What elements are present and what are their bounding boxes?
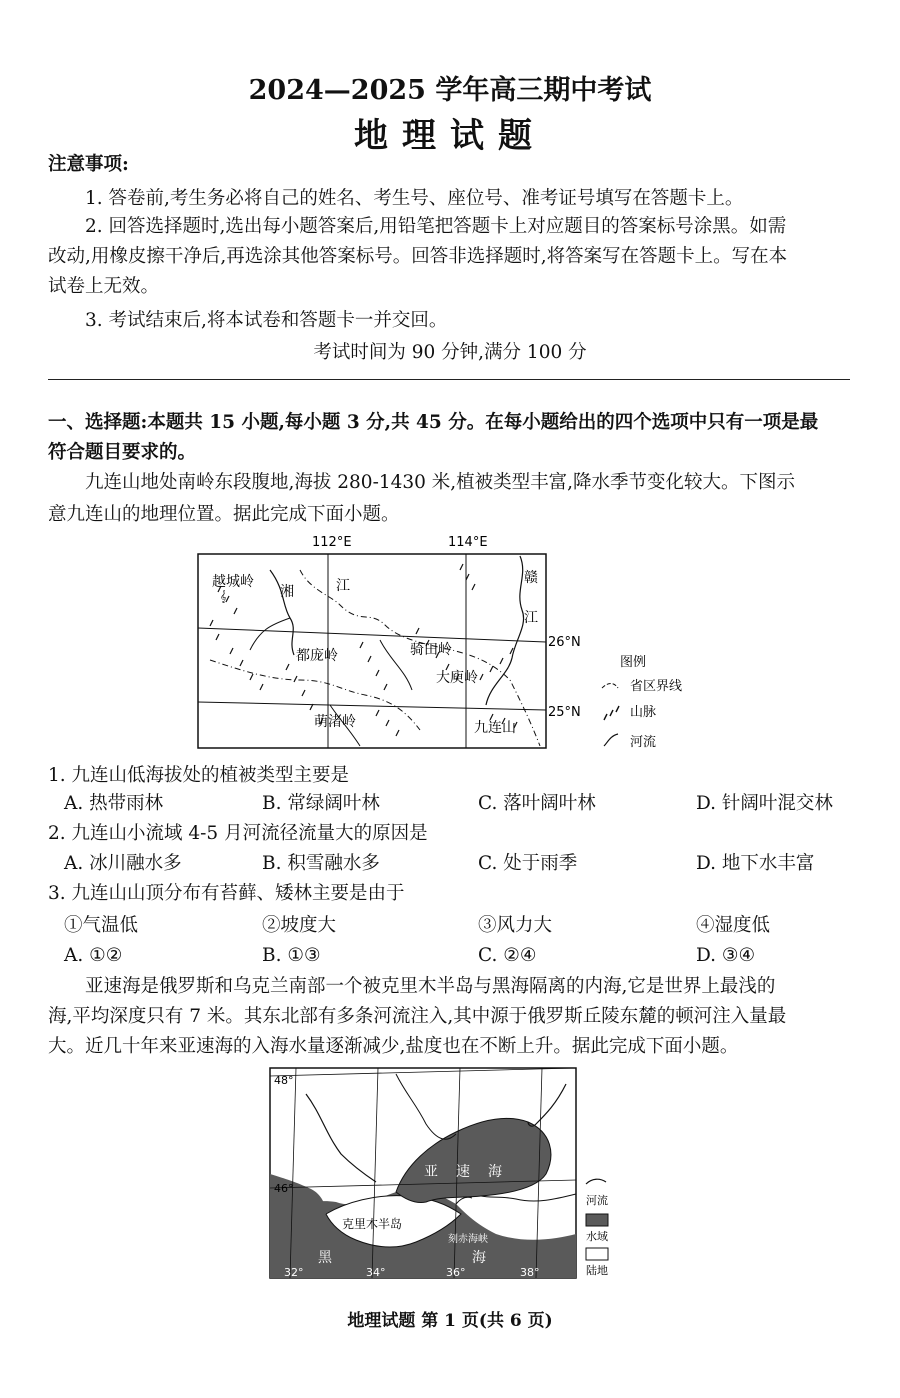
notice-heading: 注意事项: [48, 154, 129, 175]
label-jiang-1: 江 [336, 578, 350, 594]
legend2-water: 水域 [586, 1230, 608, 1243]
azov-sea-map [266, 1064, 626, 1284]
q3-item-3: ③风力大 [478, 915, 553, 936]
q3-option-d[interactable]: D. ③④ [696, 945, 756, 966]
svg-text:𝄞: 𝄞 [220, 590, 227, 603]
q1-option-d[interactable]: D. 针阔叶混交林 [696, 793, 833, 814]
legend-title: 图例 [620, 655, 647, 670]
notice-item-2-end: 试卷上无效。 [48, 276, 160, 297]
label-jiang-2: 江 [524, 610, 538, 626]
legend2-river-swatch [586, 1179, 606, 1184]
passage-1-line-1: 九连山地处南岭东段腹地,海拔 280-1430 米,植被类型丰富,降水季节变化较大。下图示 [85, 472, 796, 493]
q2-option-c[interactable]: C. 处于雨季 [478, 853, 578, 874]
exam-time: 考试时间为 90 分钟,满分 100 分 [313, 342, 587, 363]
legend-mountain: 山脉 [630, 705, 657, 720]
q1-option-a[interactable]: A. 热带雨林 [64, 793, 164, 814]
lon-label-114: 114°E [448, 535, 488, 550]
jiulianshan-location-map [190, 530, 710, 754]
label-gan: 赣 [524, 570, 538, 586]
q2-option-d[interactable]: D. 地下水丰富 [696, 853, 815, 874]
q2-option-a[interactable]: A. 冰川融水多 [64, 853, 182, 874]
label-crimea: 克里木半岛 [342, 1217, 403, 1231]
subject-title: 地理试题 [354, 116, 546, 156]
passage-2-line-2: 海,平均深度只有 7 米。其东北部有多条河流注入,其中源于俄罗斯丘陵东麓的顿河注入量最 [48, 1006, 787, 1027]
label-dayuling: 大庾岭 [436, 670, 478, 686]
label-yuechengling: 越城岭 [212, 574, 254, 590]
passage-2-line-1: 亚速海是俄罗斯和乌克兰南部一个被克里木半岛与黑海隔离的内海,它是世界上最浅的 [85, 976, 776, 997]
q1-option-c[interactable]: C. 落叶阔叶林 [478, 793, 596, 814]
legend-river: 河流 [630, 735, 657, 750]
section-heading-cont: 符合题目要求的。 [48, 442, 197, 463]
legend2-river: 河流 [586, 1194, 608, 1207]
question-1-stem: 1. 九连山低海拔处的植被类型主要是 [48, 765, 350, 786]
label-su: 速 [456, 1164, 470, 1180]
q3-item-2: ②坡度大 [262, 915, 337, 936]
section-heading: 一、选择题:本题共 15 小题,每小题 3 分,共 45 分。在每小题给出的四个选项中只有一项是最 [48, 412, 819, 433]
question-2-stem: 2. 九连山小流域 4-5 月河流径流量大的原因是 [48, 823, 428, 844]
lat-48: 48° [274, 1074, 294, 1087]
label-xiang: 湘 [280, 584, 294, 600]
label-qitianling: 骑田岭 [410, 642, 452, 658]
notice-item-3: 3. 考试结束后,将本试卷和答题卡一并交回。 [85, 310, 448, 331]
label-hai: 海 [488, 1164, 502, 1180]
q3-option-c[interactable]: C. ②④ [478, 945, 537, 966]
label-dupangling: 都庞岭 [296, 648, 338, 664]
q1-option-b[interactable]: B. 常绿阔叶林 [262, 793, 380, 814]
label-hei: 黑 [318, 1250, 332, 1266]
legend-river-swatch [604, 734, 618, 746]
question-3-stem: 3. 九连山山顶分布有苔藓、矮林主要是由于 [48, 883, 405, 904]
legend-boundary: 省区界线 [630, 679, 683, 694]
divider [48, 379, 850, 380]
legend-boundary-swatch [602, 684, 618, 689]
legend-mountain-swatch [604, 706, 619, 720]
notice-item-2-cont: 改动,用橡皮擦干净后,再选涂其他答案标号。回答非选择题时,将答案写在答题卡上。写在本 [48, 246, 788, 267]
label-black-hai: 海 [472, 1250, 486, 1266]
passage-1-line-2: 意九连山的地理位置。据此完成下面小题。 [48, 504, 400, 525]
label-jiulianshan: 九连山 [474, 720, 516, 736]
lat-label-26: 26°N [548, 635, 581, 650]
label-ya: 亚 [424, 1164, 438, 1180]
legend2-water-swatch [586, 1214, 608, 1226]
exam-title: 2024—2025 学年高三期中考试 [248, 75, 652, 106]
notice-item-2: 2. 回答选择题时,选出每小题答案后,用铅笔把答题卡上对应题目的答案标号涂黑。如需 [85, 216, 787, 237]
legend2-land-swatch [586, 1248, 608, 1260]
label-kerch: 刻赤海峡 [448, 1234, 488, 1245]
q3-option-a[interactable]: A. ①② [64, 945, 123, 966]
lat-label-25: 25°N [548, 705, 581, 720]
q3-option-b[interactable]: B. ①③ [262, 945, 321, 966]
lon-32: 32° [284, 1266, 304, 1279]
passage-2-line-3: 大。近几十年来亚速海的入海水量逐渐减少,盐度也在不断上升。据此完成下面小题。 [48, 1036, 739, 1057]
q3-item-1: ①气温低 [64, 915, 139, 936]
q3-item-4: ④湿度低 [696, 915, 771, 936]
legend2-land: 陆地 [586, 1264, 608, 1277]
page-footer: 地理试题 第 1 页(共 6 页) [347, 1311, 553, 1331]
lon-36: 36° [446, 1266, 466, 1279]
mountain-symbols [220, 590, 227, 603]
lon-38: 38° [520, 1266, 540, 1279]
lat-46: 46° [274, 1182, 294, 1195]
label-mengzhuling: 萌渚岭 [314, 714, 356, 730]
q2-option-b[interactable]: B. 积雪融水多 [262, 853, 380, 874]
notice-item-1: 1. 答卷前,考生务必将自己的姓名、考生号、座位号、准考证号填写在答题卡上。 [85, 188, 744, 209]
lon-34: 34° [366, 1266, 386, 1279]
lon-label-112: 112°E [312, 535, 352, 550]
